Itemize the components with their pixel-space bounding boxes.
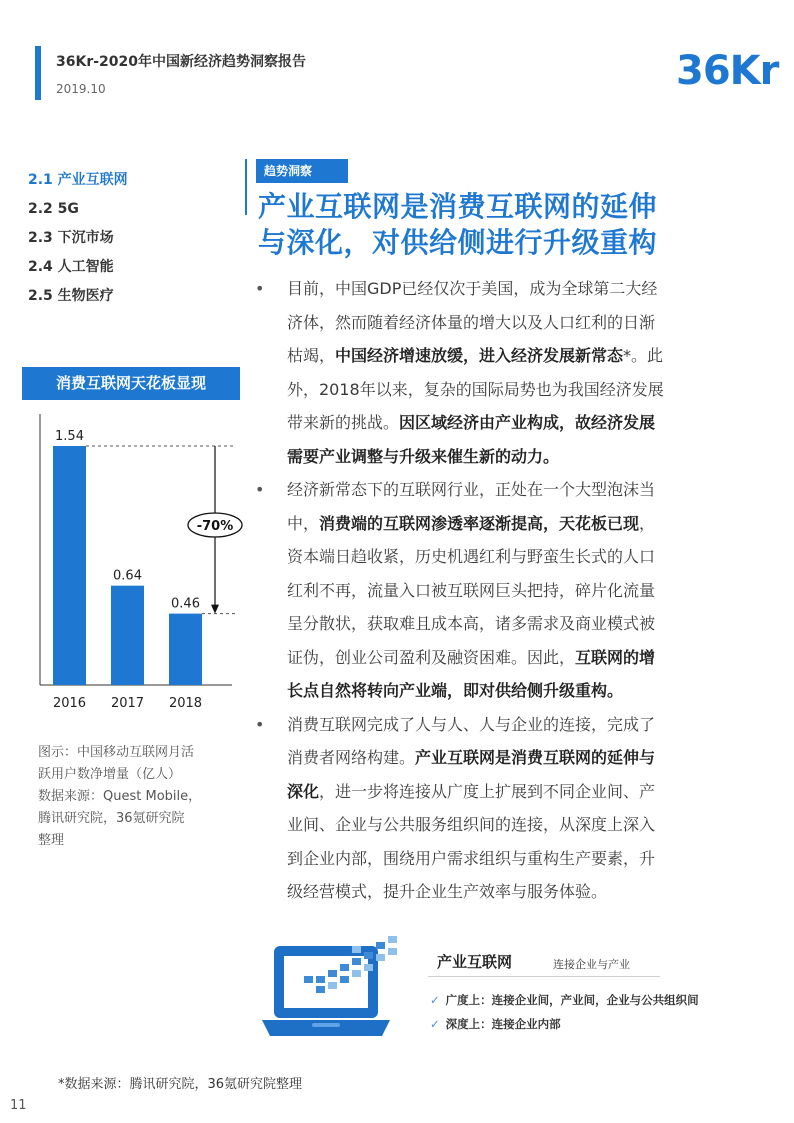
text-line — [287, 339, 735, 373]
text-run: 济体，然而随着经济体量的增大以及人口红利的日渐 — [287, 312, 656, 332]
bullet-dot-icon: • — [255, 714, 265, 734]
bold-text: 长点自然将转向产业端，即对供给侧升级重构。 — [287, 681, 624, 700]
text-run: 证伪，创业公司盈利及融资困难。因此， — [287, 647, 576, 667]
bold-text: 因区域经济由产业构成，故经济发展 — [399, 413, 656, 432]
bar — [169, 614, 202, 685]
bullet-dot-icon: • — [255, 480, 265, 499]
text-line — [287, 507, 735, 541]
infographic-title: 产业互联网 — [437, 953, 513, 971]
laptop-icon — [262, 930, 412, 1042]
text-run: 目前，中国GDP已经仅次于美国，成为全球第二大经 — [287, 279, 658, 298]
text-line — [287, 775, 735, 809]
caption-line: 数据来源：Quest Mobile， — [38, 789, 202, 804]
check-icon: ✓ — [430, 993, 440, 1007]
text-run: 业间、企业与公共服务组织间的连接，从深度上深入 — [287, 815, 656, 834]
text-run: 经济新常态下的互联网行业，正处在一个大型泡沫当 — [287, 480, 656, 499]
logo-text: 36Kr — [676, 48, 779, 94]
chart-title: 消费互联网天花板显现 — [22, 367, 240, 400]
trend-tag: 趋势洞察 — [256, 159, 348, 183]
arrow-head-icon — [211, 605, 219, 614]
bullet-paragraph — [255, 708, 735, 909]
text-run: ， — [639, 513, 656, 533]
data-label: 1.54 — [55, 429, 84, 444]
text-line — [287, 440, 735, 474]
bullet-paragraph — [255, 272, 735, 473]
caption-line: 腾讯研究院，36氪研究院 — [38, 811, 185, 826]
text-line — [287, 272, 735, 306]
tick-label: 2016 — [52, 696, 87, 711]
text-run: 枯竭， — [287, 346, 336, 365]
text-run: 消费互联网完成了人与人、人与企业的连接，完成了 — [287, 714, 656, 734]
bar — [53, 446, 86, 685]
text-line — [287, 641, 735, 675]
data-label: 0.64 — [113, 568, 142, 584]
bullet-dot-icon: • — [255, 279, 265, 298]
bold-text: 深化 — [287, 781, 320, 801]
bar-chart — [22, 408, 252, 718]
text-line — [287, 540, 735, 574]
toc-item[interactable]: 2.4 人工智能 — [28, 259, 114, 275]
article-bullets — [255, 272, 735, 909]
text-run: 呈分散状，获取难且成本高，诸多需求及商业模式被 — [287, 614, 656, 633]
text-run: 外，2018年以来，复杂的国际局势也为我国经济发展 — [287, 379, 664, 399]
text-run: 消费者网络构建。 — [287, 748, 416, 767]
section-toc — [28, 166, 128, 311]
bold-text: 中国经济增速放缓，进入经济发展新常态 — [335, 346, 624, 365]
text-run: 资本端日趋收紧，历史机遇红利与野蛮生长式的人口 — [287, 547, 656, 566]
caption-line: 整理 — [38, 833, 65, 848]
report-date: 2019.10 — [56, 82, 106, 96]
headline-line-2: 与深化，对供给侧进行升级重构 — [258, 226, 658, 259]
toc-item[interactable]: 2.3 下沉市场 — [28, 230, 114, 246]
text-run: ，进一步将连接从广度上扩展到不同企业间、产 — [319, 781, 656, 801]
tag-accent-line — [245, 159, 247, 215]
bold-text: 互联网的增 — [575, 647, 656, 667]
text-line — [287, 406, 735, 440]
report-title: 36Kr-2020年中国新经济趋势洞察报告 — [56, 54, 307, 70]
toc-item[interactable]: 2.2 5G — [28, 201, 79, 217]
infographic-item — [430, 992, 699, 1008]
text-line — [287, 473, 735, 507]
text-line — [287, 842, 735, 876]
text-line — [287, 708, 735, 742]
infographic-subtitle: 连接企业与产业 — [553, 958, 630, 971]
headline — [258, 189, 657, 261]
caption-line: 跃用户数净增量（亿人） — [38, 767, 182, 782]
page-number: 11 — [10, 1098, 27, 1113]
text-line — [287, 808, 735, 842]
footnote: *数据来源：腾讯研究院，36氪研究院整理 — [58, 1077, 303, 1092]
text-run: 级经营模式，提升企业生产效率与服务体验。 — [287, 882, 608, 901]
chart-caption — [38, 742, 248, 852]
text-line — [287, 741, 735, 775]
text-run: 红利不再，流量入口被互联网巨头把持，碎片化流量 — [287, 580, 656, 600]
tick-label: 2017 — [110, 696, 145, 711]
caption-line: 图示：中国移动互联网月活 — [38, 745, 195, 760]
bullet-paragraph — [255, 473, 735, 708]
headline-line-1: 产业互联网是消费互联网的延伸 — [258, 190, 658, 223]
text-run: 中， — [287, 513, 320, 533]
text-run: 带来新的挑战。 — [287, 413, 400, 432]
toc-item[interactable]: 2.5 生物医疗 — [28, 288, 114, 304]
text-line — [287, 306, 735, 340]
text-line — [287, 607, 735, 641]
36kr-logo — [676, 36, 779, 94]
tick-label: 2018 — [168, 696, 203, 711]
data-label: 0.46 — [171, 596, 200, 612]
text-line — [287, 674, 735, 708]
toc-item[interactable]: 2.1 产业互联网 — [28, 172, 128, 188]
infographic-item — [430, 1016, 561, 1032]
text-line — [287, 373, 735, 407]
check-icon: ✓ — [430, 1017, 440, 1031]
bold-text: 消费端的互联网渗透率逐渐提高，天花板已现 — [319, 513, 640, 533]
bold-text: 需要产业调整与升级来催生新的动力。 — [287, 446, 560, 466]
infographic-item-text: 深度上：连接企业内部 — [445, 1017, 561, 1031]
text-line — [287, 574, 735, 608]
text-run: 到企业内部，围绕用户需求组织与重构生产要素，升 — [287, 848, 656, 868]
infographic-item-text: 广度上：连接企业间，产业间，企业与公共组织间 — [445, 993, 699, 1007]
infographic-divider — [428, 976, 660, 977]
bar — [111, 586, 144, 685]
text-run: *。此 — [623, 346, 664, 365]
header-accent-bar — [35, 46, 41, 100]
annotation-label: -70% — [196, 519, 234, 534]
text-line — [287, 875, 735, 909]
bold-text: 产业互联网是消费互联网的延伸与 — [415, 748, 656, 767]
